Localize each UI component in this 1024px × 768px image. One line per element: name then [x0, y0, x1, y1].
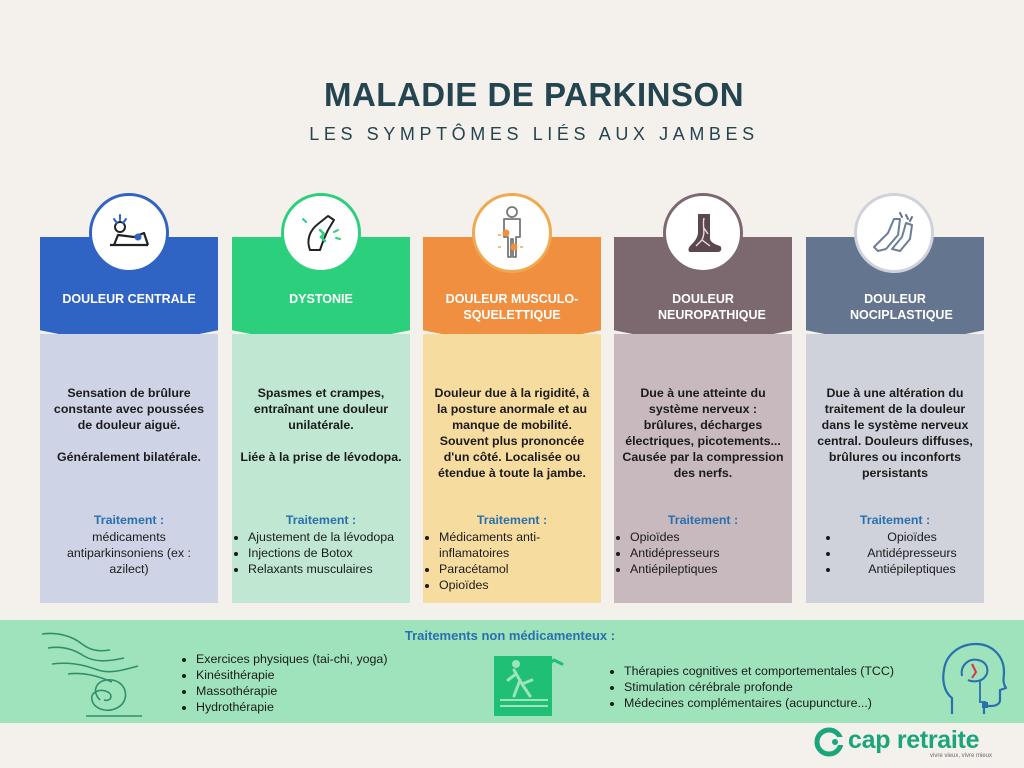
person-lying-pain-icon: [89, 193, 169, 273]
leg-cramp-icon: [281, 193, 361, 273]
card-description: Spasmes et crampes, entraînant une douleur unilatérale. Liée à la prise de lévodopa.: [240, 386, 402, 464]
head-brain-icon: [938, 640, 1010, 721]
treatment-label: Traitement :: [93, 513, 165, 527]
treatment-item: • Antidépresseurs: [630, 545, 790, 561]
non-drug-title: Traitements non médicamenteux :: [404, 628, 616, 643]
card-description: Due à une altération du traitement de la douleur dans le système nerveux central. Douleurs diffuses, brûlures ou inconforts persistants: [817, 386, 973, 480]
non-drug-item: • Massothérapie: [196, 683, 387, 699]
symptom-card-neuropathique: [614, 237, 792, 603]
non-drug-item: • Hydrothérapie: [196, 699, 387, 715]
treatment-text: médicaments antiparkinsoniens (ex : azilect): [67, 530, 191, 576]
symptom-card-douleur-centrale: [40, 237, 218, 603]
non-drug-item: • Thérapies cognitives et comportementales (TCC): [624, 663, 894, 679]
treatment-item: • Antiépileptiques: [630, 561, 790, 577]
body-joint-pain-icon: [472, 193, 552, 273]
brand-logo-icon: [814, 727, 844, 762]
treatment-item: • Opioïdes: [630, 529, 790, 545]
card-description: Due à une atteinte du système nerveux : brûlures, décharges électriques, picotements... Causée par la compression des nerfs.: [622, 386, 784, 480]
foot-nerves-icon: [663, 193, 743, 273]
non-drug-list-left: [178, 651, 387, 715]
non-drug-item: • Kinésithérapie: [196, 667, 387, 683]
treatment-label: Traitement :: [859, 513, 931, 527]
treatment-item: • Antiépileptiques: [840, 561, 984, 577]
symptom-card-nociplastique: [806, 237, 984, 603]
treadmill-icon: [492, 650, 564, 723]
non-drug-item: • Exercices physiques (tai-chi, yoga): [196, 651, 387, 667]
card-description: Sensation de brûlure constante avec poussées de douleur aiguë. Généralement bilatérale.: [53, 386, 205, 464]
brand-tagline: vivre vieux, vivre mieux: [930, 753, 993, 759]
card-title: DOULEUR MUSCULO-SQUELETTIQUE: [445, 292, 579, 322]
treatment-list: [614, 529, 790, 577]
symptom-card-musculo-squelettique: [423, 237, 601, 603]
treatment-label: Traitement :: [285, 513, 357, 527]
treatment-item: • Antidépresseurs: [840, 545, 984, 561]
treatment-item: • Opioïdes: [439, 577, 599, 593]
non-drug-item: • Médecines complémentaires (acupuncture...): [624, 695, 894, 711]
card-title: DOULEUR NEUROPATHIQUE: [658, 292, 766, 322]
treatment-list: [806, 529, 984, 577]
symptom-card-dystonie: [232, 237, 410, 603]
page-title: MALADIE DE PARKINSON: [323, 76, 745, 113]
card-title: DOULEUR CENTRALE: [62, 292, 196, 306]
non-drug-list-right: [606, 663, 894, 711]
treatment-label: Traitement :: [667, 513, 739, 527]
treatment-item: • Ajustement de la lévodopa: [248, 529, 408, 545]
brand-name: cap retraite: [848, 726, 980, 754]
treatment-item: • Injections de Botox: [248, 545, 408, 561]
treatment-list: [423, 529, 599, 593]
treatment-item: • Opioïdes: [840, 529, 984, 545]
card-title: DOULEUR NOCIPLASTIQUE: [850, 292, 953, 322]
treatment-label: Traitement :: [476, 513, 548, 527]
treatment-list: [232, 529, 408, 577]
page-subtitle: LES SYMPTÔMES LIÉS AUX JAMBES: [309, 124, 759, 144]
non-drug-item: • Stimulation cérébrale profonde: [624, 679, 894, 695]
treatment-item: • Relaxants musculaires: [248, 561, 408, 577]
card-title: DYSTONIE: [289, 292, 353, 306]
legs-pain-icon: [854, 193, 934, 273]
massage-hands-icon: [38, 628, 148, 725]
card-description: Douleur due à la rigidité, à la posture anormale et au manque de mobilité. Souvent plus prononcée d'un côté. Localisée ou étendue à toute la jambe.: [434, 386, 590, 480]
treatment-item: • Médicaments anti-inflamatoires: [439, 529, 599, 561]
treatment-item: • Paracétamol: [439, 561, 599, 577]
